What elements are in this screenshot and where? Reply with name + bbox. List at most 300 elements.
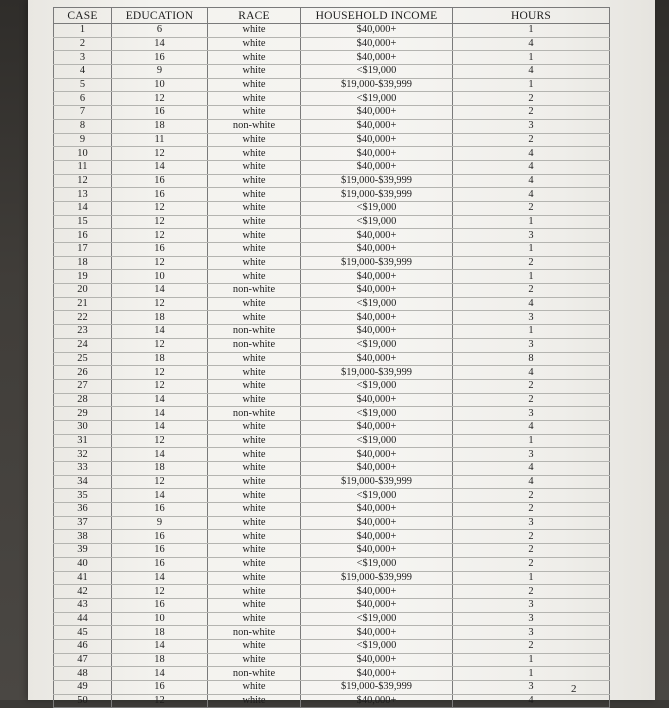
table-row — [54, 106, 610, 120]
hours-cell: 3 — [453, 407, 610, 421]
education-cell: 16 — [112, 598, 208, 612]
household-income-cell: <$19,000 — [301, 639, 453, 653]
race-cell: white — [208, 694, 301, 708]
race-cell: white — [208, 311, 301, 325]
table-row — [54, 256, 610, 270]
education-cell: 14 — [112, 571, 208, 585]
table-row — [54, 379, 610, 393]
household-income-cell: $40,000+ — [301, 311, 453, 325]
household-income-cell: $40,000+ — [301, 24, 453, 38]
table-row — [54, 571, 610, 585]
case-cell: 17 — [54, 243, 112, 257]
header-hours: HOURS — [453, 8, 610, 24]
hours-cell: 2 — [453, 201, 610, 215]
table-row — [54, 338, 610, 352]
header-education: EDUCATION — [112, 8, 208, 24]
education-cell: 18 — [112, 119, 208, 133]
hours-cell: 4 — [453, 420, 610, 434]
case-cell: 45 — [54, 626, 112, 640]
case-cell: 37 — [54, 516, 112, 530]
table-row — [54, 188, 610, 202]
hours-cell: 2 — [453, 503, 610, 517]
table-row — [54, 530, 610, 544]
education-cell: 10 — [112, 270, 208, 284]
education-cell: 16 — [112, 544, 208, 558]
household-income-cell: $40,000+ — [301, 229, 453, 243]
table-row — [54, 270, 610, 284]
case-cell: 33 — [54, 462, 112, 476]
household-income-cell: <$19,000 — [301, 338, 453, 352]
header-case: CASE — [54, 8, 112, 24]
case-cell: 15 — [54, 215, 112, 229]
case-cell: 27 — [54, 379, 112, 393]
education-cell: 14 — [112, 420, 208, 434]
education-cell: 16 — [112, 503, 208, 517]
table-row — [54, 243, 610, 257]
hours-cell: 3 — [453, 119, 610, 133]
education-cell: 16 — [112, 106, 208, 120]
case-cell: 48 — [54, 667, 112, 681]
household-income-cell: <$19,000 — [301, 297, 453, 311]
race-cell: white — [208, 612, 301, 626]
case-cell: 5 — [54, 78, 112, 92]
table-row — [54, 229, 610, 243]
header-race: RACE — [208, 8, 301, 24]
education-cell: 18 — [112, 311, 208, 325]
table-row — [54, 516, 610, 530]
household-income-cell: $40,000+ — [301, 448, 453, 462]
case-cell: 24 — [54, 338, 112, 352]
hours-cell: 4 — [453, 160, 610, 174]
household-income-cell: $19,000-$39,999 — [301, 571, 453, 585]
case-cell: 35 — [54, 489, 112, 503]
education-cell: 12 — [112, 201, 208, 215]
race-cell: white — [208, 51, 301, 65]
hours-cell: 3 — [453, 311, 610, 325]
case-cell: 47 — [54, 653, 112, 667]
table-row — [54, 37, 610, 51]
household-income-cell: $40,000+ — [301, 462, 453, 476]
race-cell: non-white — [208, 667, 301, 681]
hours-cell: 1 — [453, 270, 610, 284]
household-income-cell: <$19,000 — [301, 612, 453, 626]
hours-cell: 8 — [453, 352, 610, 366]
hours-cell: 2 — [453, 133, 610, 147]
race-cell: white — [208, 639, 301, 653]
case-cell: 31 — [54, 434, 112, 448]
education-cell: 12 — [112, 297, 208, 311]
race-cell: white — [208, 201, 301, 215]
race-cell: white — [208, 585, 301, 599]
education-cell: 12 — [112, 215, 208, 229]
household-income-cell: $40,000+ — [301, 243, 453, 257]
table-row — [54, 92, 610, 106]
case-cell: 22 — [54, 311, 112, 325]
hours-cell: 1 — [453, 667, 610, 681]
table-row — [54, 598, 610, 612]
case-cell: 18 — [54, 256, 112, 270]
education-cell: 16 — [112, 243, 208, 257]
household-income-cell: <$19,000 — [301, 201, 453, 215]
household-income-cell: $40,000+ — [301, 160, 453, 174]
case-cell: 9 — [54, 133, 112, 147]
hours-cell: 1 — [453, 571, 610, 585]
table-row — [54, 24, 610, 38]
household-income-cell: $40,000+ — [301, 133, 453, 147]
race-cell: white — [208, 366, 301, 380]
race-cell: white — [208, 256, 301, 270]
case-cell: 8 — [54, 119, 112, 133]
race-cell: non-white — [208, 407, 301, 421]
household-income-cell: $19,000-$39,999 — [301, 78, 453, 92]
race-cell: white — [208, 188, 301, 202]
case-cell: 39 — [54, 544, 112, 558]
race-cell: non-white — [208, 325, 301, 339]
household-income-cell: <$19,000 — [301, 379, 453, 393]
household-income-cell: $40,000+ — [301, 530, 453, 544]
race-cell: white — [208, 229, 301, 243]
household-income-cell: $40,000+ — [301, 51, 453, 65]
education-cell: 6 — [112, 24, 208, 38]
case-cell: 32 — [54, 448, 112, 462]
table-row — [54, 434, 610, 448]
household-income-cell: $40,000+ — [301, 653, 453, 667]
race-cell: white — [208, 489, 301, 503]
table-row — [54, 201, 610, 215]
table-body — [54, 24, 610, 708]
case-cell: 41 — [54, 571, 112, 585]
table-row — [54, 626, 610, 640]
race-cell: white — [208, 160, 301, 174]
race-cell: white — [208, 393, 301, 407]
table-row — [54, 489, 610, 503]
race-cell: white — [208, 215, 301, 229]
hours-cell: 2 — [453, 106, 610, 120]
case-cell: 46 — [54, 639, 112, 653]
hours-cell: 2 — [453, 284, 610, 298]
household-income-cell: <$19,000 — [301, 489, 453, 503]
education-cell: 12 — [112, 229, 208, 243]
education-cell: 14 — [112, 639, 208, 653]
household-income-cell: $19,000-$39,999 — [301, 174, 453, 188]
case-cell: 49 — [54, 681, 112, 695]
hours-cell: 1 — [453, 325, 610, 339]
case-cell: 2 — [54, 37, 112, 51]
education-cell: 10 — [112, 78, 208, 92]
household-income-cell: $19,000-$39,999 — [301, 366, 453, 380]
household-income-cell: $40,000+ — [301, 598, 453, 612]
education-cell: 9 — [112, 65, 208, 79]
race-cell: white — [208, 475, 301, 489]
education-cell: 10 — [112, 612, 208, 626]
household-income-cell: $19,000-$39,999 — [301, 256, 453, 270]
hours-cell: 4 — [453, 65, 610, 79]
table-row — [54, 133, 610, 147]
hours-cell: 2 — [453, 393, 610, 407]
race-cell: white — [208, 448, 301, 462]
hours-cell: 3 — [453, 516, 610, 530]
hours-cell: 2 — [453, 544, 610, 558]
household-income-cell: $40,000+ — [301, 503, 453, 517]
case-cell: 34 — [54, 475, 112, 489]
education-cell: 16 — [112, 174, 208, 188]
race-cell: white — [208, 106, 301, 120]
education-cell: 12 — [112, 338, 208, 352]
table-row — [54, 667, 610, 681]
education-cell: 14 — [112, 667, 208, 681]
household-income-cell: $40,000+ — [301, 694, 453, 708]
household-income-cell: $40,000+ — [301, 352, 453, 366]
table-row — [54, 311, 610, 325]
education-cell: 9 — [112, 516, 208, 530]
case-cell: 26 — [54, 366, 112, 380]
education-cell: 18 — [112, 352, 208, 366]
table-row — [54, 420, 610, 434]
case-cell: 13 — [54, 188, 112, 202]
table-row — [54, 503, 610, 517]
household-income-cell: $40,000+ — [301, 37, 453, 51]
education-cell: 12 — [112, 366, 208, 380]
hours-cell: 3 — [453, 612, 610, 626]
table-row — [54, 284, 610, 298]
education-cell: 12 — [112, 147, 208, 161]
table-row — [54, 557, 610, 571]
household-income-cell: $40,000+ — [301, 544, 453, 558]
table-row — [54, 51, 610, 65]
table-row — [54, 612, 610, 626]
case-cell: 28 — [54, 393, 112, 407]
education-cell: 14 — [112, 325, 208, 339]
hours-cell: 3 — [453, 448, 610, 462]
household-income-cell: $40,000+ — [301, 147, 453, 161]
race-cell: non-white — [208, 284, 301, 298]
hours-cell: 2 — [453, 489, 610, 503]
hours-cell: 4 — [453, 37, 610, 51]
hours-cell: 2 — [453, 92, 610, 106]
race-cell: white — [208, 516, 301, 530]
household-income-cell: <$19,000 — [301, 434, 453, 448]
table-row — [54, 147, 610, 161]
education-cell: 14 — [112, 160, 208, 174]
hours-cell: 2 — [453, 557, 610, 571]
household-income-cell: $40,000+ — [301, 420, 453, 434]
household-income-cell: $40,000+ — [301, 284, 453, 298]
case-cell: 12 — [54, 174, 112, 188]
household-income-cell: <$19,000 — [301, 557, 453, 571]
education-cell: 16 — [112, 188, 208, 202]
race-cell: white — [208, 65, 301, 79]
data-table — [53, 7, 610, 708]
hours-cell: 4 — [453, 297, 610, 311]
table-row — [54, 407, 610, 421]
case-cell: 3 — [54, 51, 112, 65]
race-cell: white — [208, 133, 301, 147]
household-income-cell: $40,000+ — [301, 626, 453, 640]
table-row — [54, 448, 610, 462]
household-income-cell: <$19,000 — [301, 407, 453, 421]
race-cell: white — [208, 297, 301, 311]
education-cell: 16 — [112, 557, 208, 571]
hours-cell: 4 — [453, 188, 610, 202]
hours-cell: 2 — [453, 530, 610, 544]
case-cell: 1 — [54, 24, 112, 38]
case-cell: 4 — [54, 65, 112, 79]
table-row — [54, 639, 610, 653]
race-cell: white — [208, 462, 301, 476]
household-income-cell: $40,000+ — [301, 325, 453, 339]
household-income-cell: $40,000+ — [301, 585, 453, 599]
case-cell: 29 — [54, 407, 112, 421]
race-cell: white — [208, 503, 301, 517]
education-cell: 14 — [112, 489, 208, 503]
race-cell: white — [208, 243, 301, 257]
race-cell: white — [208, 653, 301, 667]
hours-cell: 4 — [453, 174, 610, 188]
race-cell: white — [208, 78, 301, 92]
education-cell: 12 — [112, 475, 208, 489]
case-cell: 23 — [54, 325, 112, 339]
hours-cell: 3 — [453, 338, 610, 352]
table-row — [54, 393, 610, 407]
hours-cell: 1 — [453, 78, 610, 92]
case-cell: 6 — [54, 92, 112, 106]
hours-cell: 4 — [453, 462, 610, 476]
education-cell: 12 — [112, 694, 208, 708]
table-row — [54, 681, 610, 695]
education-cell: 16 — [112, 51, 208, 65]
table-row — [54, 160, 610, 174]
hours-cell: 1 — [453, 215, 610, 229]
case-cell: 50 — [54, 694, 112, 708]
education-cell: 12 — [112, 434, 208, 448]
hours-cell: 2 — [453, 256, 610, 270]
table-row — [54, 475, 610, 489]
education-cell: 12 — [112, 256, 208, 270]
education-cell: 18 — [112, 653, 208, 667]
hours-cell: 4 — [453, 694, 610, 708]
hours-cell: 3 — [453, 681, 610, 695]
case-cell: 38 — [54, 530, 112, 544]
household-income-cell: $40,000+ — [301, 393, 453, 407]
case-cell: 40 — [54, 557, 112, 571]
header-household-income: HOUSEHOLD INCOME — [301, 8, 453, 24]
case-cell: 20 — [54, 284, 112, 298]
table-row — [54, 297, 610, 311]
household-income-cell: $40,000+ — [301, 516, 453, 530]
table-row — [54, 174, 610, 188]
education-cell: 12 — [112, 379, 208, 393]
race-cell: white — [208, 557, 301, 571]
race-cell: white — [208, 598, 301, 612]
education-cell: 18 — [112, 626, 208, 640]
table-row — [54, 119, 610, 133]
education-cell: 12 — [112, 92, 208, 106]
case-cell: 21 — [54, 297, 112, 311]
case-cell: 30 — [54, 420, 112, 434]
hours-cell: 2 — [453, 639, 610, 653]
page-number: 2 — [571, 683, 577, 695]
household-income-cell: <$19,000 — [301, 215, 453, 229]
race-cell: white — [208, 174, 301, 188]
race-cell: white — [208, 420, 301, 434]
household-income-cell: $19,000-$39,999 — [301, 681, 453, 695]
education-cell: 14 — [112, 37, 208, 51]
case-cell: 25 — [54, 352, 112, 366]
case-cell: 36 — [54, 503, 112, 517]
household-income-cell: $40,000+ — [301, 667, 453, 681]
race-cell: white — [208, 530, 301, 544]
hours-cell: 3 — [453, 626, 610, 640]
table-row — [54, 352, 610, 366]
race-cell: white — [208, 147, 301, 161]
hours-cell: 1 — [453, 243, 610, 257]
table-row — [54, 215, 610, 229]
household-income-cell: $40,000+ — [301, 119, 453, 133]
education-cell: 11 — [112, 133, 208, 147]
header-row — [54, 8, 610, 24]
case-cell: 11 — [54, 160, 112, 174]
household-income-cell: <$19,000 — [301, 92, 453, 106]
hours-cell: 1 — [453, 434, 610, 448]
case-cell: 43 — [54, 598, 112, 612]
table-row — [54, 325, 610, 339]
race-cell: non-white — [208, 338, 301, 352]
hours-cell: 1 — [453, 24, 610, 38]
education-cell: 16 — [112, 530, 208, 544]
case-cell: 42 — [54, 585, 112, 599]
hours-cell: 1 — [453, 653, 610, 667]
household-income-cell: $19,000-$39,999 — [301, 475, 453, 489]
hours-cell: 1 — [453, 51, 610, 65]
hours-cell: 2 — [453, 379, 610, 393]
education-cell: 16 — [112, 681, 208, 695]
race-cell: white — [208, 270, 301, 284]
race-cell: non-white — [208, 119, 301, 133]
table-row — [54, 78, 610, 92]
race-cell: white — [208, 544, 301, 558]
hours-cell: 4 — [453, 366, 610, 380]
education-cell: 18 — [112, 462, 208, 476]
case-cell: 19 — [54, 270, 112, 284]
hours-cell: 3 — [453, 229, 610, 243]
race-cell: white — [208, 352, 301, 366]
table-row — [54, 585, 610, 599]
education-cell: 14 — [112, 284, 208, 298]
case-cell: 44 — [54, 612, 112, 626]
education-cell: 14 — [112, 448, 208, 462]
race-cell: white — [208, 681, 301, 695]
case-cell: 10 — [54, 147, 112, 161]
race-cell: white — [208, 37, 301, 51]
table-row — [54, 544, 610, 558]
case-cell: 16 — [54, 229, 112, 243]
hours-cell: 3 — [453, 598, 610, 612]
race-cell: non-white — [208, 626, 301, 640]
hours-cell: 4 — [453, 475, 610, 489]
table-row — [54, 65, 610, 79]
case-cell: 14 — [54, 201, 112, 215]
household-income-cell: $40,000+ — [301, 270, 453, 284]
education-cell: 14 — [112, 393, 208, 407]
hours-cell: 2 — [453, 585, 610, 599]
race-cell: white — [208, 571, 301, 585]
table-row — [54, 462, 610, 476]
household-income-cell: <$19,000 — [301, 65, 453, 79]
table-row — [54, 653, 610, 667]
race-cell: white — [208, 434, 301, 448]
household-income-cell: $40,000+ — [301, 106, 453, 120]
case-cell: 7 — [54, 106, 112, 120]
